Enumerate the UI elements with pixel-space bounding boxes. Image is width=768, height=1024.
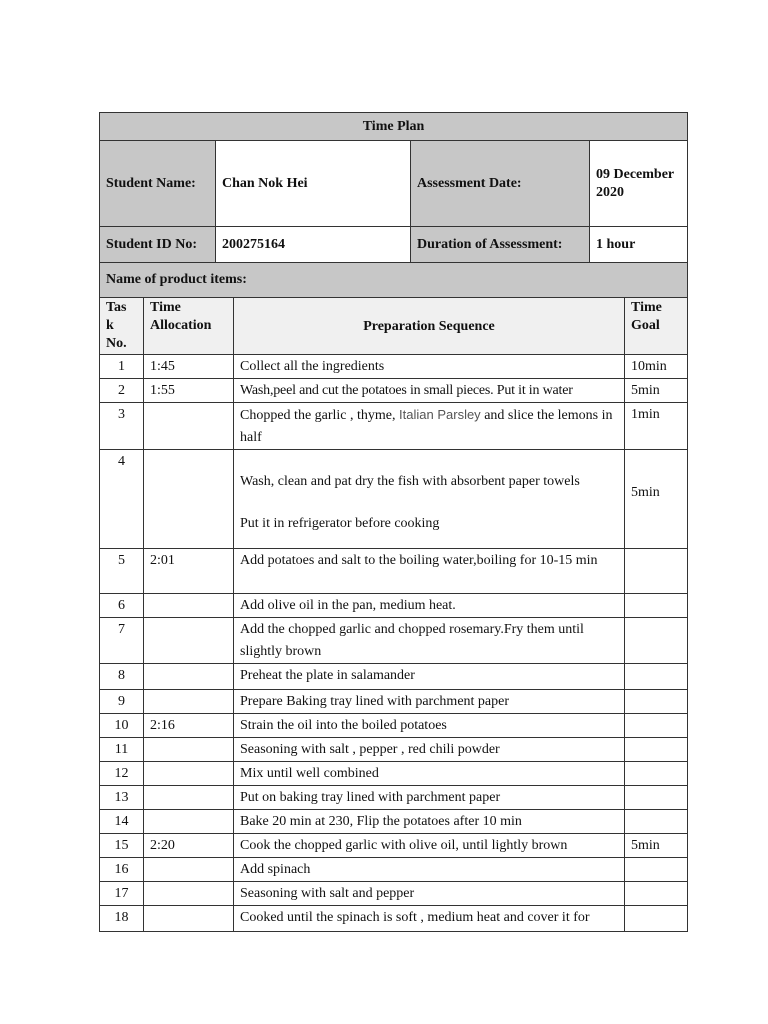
task-time: [144, 906, 234, 932]
table-row: [100, 594, 688, 618]
task-time: [144, 882, 234, 906]
task-goal: 10min: [625, 355, 688, 379]
task-goal: [625, 882, 688, 906]
task-time: [144, 810, 234, 834]
table-row: [100, 906, 688, 932]
task-number: 5: [100, 549, 144, 594]
task-goal: [625, 594, 688, 618]
table-row: [100, 714, 688, 738]
task-goal: [625, 738, 688, 762]
task-time: 2:20: [144, 834, 234, 858]
task-number: 3: [100, 403, 144, 450]
task-time: 1:45: [144, 355, 234, 379]
task-number: 12: [100, 762, 144, 786]
col-time-allocation: Time Allocation: [144, 298, 234, 355]
table-row: [100, 738, 688, 762]
task-number: 16: [100, 858, 144, 882]
task-step: Prepare Baking tray lined with parchment paper: [234, 690, 625, 714]
step-text: Chopped the garlic , thyme,: [240, 408, 400, 423]
table-row: [100, 450, 688, 549]
table-title: Time Plan: [100, 113, 688, 141]
task-goal: [625, 664, 688, 690]
task-number: 9: [100, 690, 144, 714]
student-id-label: Student ID No:: [100, 227, 216, 263]
table-row: [100, 810, 688, 834]
task-goal: [625, 549, 688, 594]
task-time: [144, 618, 234, 664]
task-number: 2: [100, 379, 144, 403]
table-row: [100, 786, 688, 810]
task-time: [144, 738, 234, 762]
task-step: Seasoning with salt , pepper , red chili powder: [234, 738, 625, 762]
step-text: Wash, clean and pat dry the fish with absorbent paper towels: [240, 474, 580, 489]
task-step: [234, 450, 625, 549]
step-text-highlight: Italian Parsley: [399, 407, 481, 422]
duration-value: 1 hour: [590, 227, 688, 263]
tasks-table: [99, 297, 688, 932]
table-row: [100, 618, 688, 664]
table-row: [100, 882, 688, 906]
task-number: 17: [100, 882, 144, 906]
task-step: Seasoning with salt and pepper: [234, 882, 625, 906]
task-step: Put on baking tray lined with parchment paper: [234, 786, 625, 810]
task-step: Strain the oil into the boiled potatoes: [234, 714, 625, 738]
table-row: [100, 690, 688, 714]
header-table: [99, 112, 688, 298]
col-preparation-sequence: Preparation Sequence: [234, 298, 625, 355]
task-number: 1: [100, 355, 144, 379]
task-number: 13: [100, 786, 144, 810]
task-number: 6: [100, 594, 144, 618]
task-number: 15: [100, 834, 144, 858]
task-goal: [625, 714, 688, 738]
step-text: Put it in refrigerator before cooking: [240, 516, 440, 531]
duration-label: Duration of Assessment:: [411, 227, 590, 263]
table-row: [100, 664, 688, 690]
task-time: [144, 594, 234, 618]
task-time: [144, 786, 234, 810]
task-goal: [625, 786, 688, 810]
task-goal: [625, 762, 688, 786]
step-text: and slice the lemons in half: [240, 408, 613, 445]
product-items-label: Name of product items:: [100, 263, 688, 298]
task-step: Bake 20 min at 230, Flip the potatoes after 10 min: [234, 810, 625, 834]
task-step: Add potatoes and salt to the boiling water,boiling for 10-15 min: [234, 549, 625, 594]
task-number: 7: [100, 618, 144, 664]
task-goal: 5min: [625, 834, 688, 858]
task-number: 18: [100, 906, 144, 932]
task-goal: 5min: [625, 379, 688, 403]
task-time: [144, 403, 234, 450]
task-time: [144, 450, 234, 549]
task-step: Mix until well combined: [234, 762, 625, 786]
table-row: [100, 834, 688, 858]
task-step: Add olive oil in the pan, medium heat.: [234, 594, 625, 618]
step-line: [240, 513, 618, 535]
task-goal: [625, 858, 688, 882]
student-name-value: Chan Nok Hei: [216, 141, 411, 227]
task-number: 4: [100, 450, 144, 549]
task-time: [144, 690, 234, 714]
table-row: [100, 858, 688, 882]
task-step: Cooked until the spinach is soft , medium heat and cover it for: [234, 906, 625, 932]
task-step: Add spinach: [234, 858, 625, 882]
student-name-label: Student Name:: [100, 141, 216, 227]
table-row: [100, 403, 688, 450]
step-line: [240, 451, 618, 513]
table-row: [100, 762, 688, 786]
task-time: [144, 762, 234, 786]
task-number: 8: [100, 664, 144, 690]
task-step: Preheat the plate in salamander: [234, 664, 625, 690]
column-header-row: [100, 298, 688, 355]
task-number: 10: [100, 714, 144, 738]
task-goal: 5min: [625, 450, 688, 549]
task-time: [144, 664, 234, 690]
task-step: Add the chopped garlic and chopped rosemary.Fry them until slightly brown: [234, 618, 625, 664]
task-number: 14: [100, 810, 144, 834]
col-task-no: Tas k No.: [100, 298, 144, 355]
task-time: 1:55: [144, 379, 234, 403]
assessment-date-value: 09 December 2020: [590, 141, 688, 227]
task-time: 2:16: [144, 714, 234, 738]
assessment-date-label: Assessment Date:: [411, 141, 590, 227]
task-time: 2:01: [144, 549, 234, 594]
task-goal: [625, 906, 688, 932]
task-goal: [625, 810, 688, 834]
task-time: [144, 858, 234, 882]
table-row: [100, 549, 688, 594]
task-goal: 1min: [625, 403, 688, 450]
task-step: Cook the chopped garlic with olive oil, until lightly brown: [234, 834, 625, 858]
task-step: [234, 403, 625, 450]
student-id-value: 200275164: [216, 227, 411, 263]
col-time-goal: Time Goal: [625, 298, 688, 355]
task-goal: [625, 690, 688, 714]
task-step: Wash,peel and cut the potatoes in small pieces. Put it in water: [234, 379, 625, 403]
task-step: Collect all the ingredients: [234, 355, 625, 379]
table-row: [100, 379, 688, 403]
task-goal: [625, 618, 688, 664]
table-row: [100, 355, 688, 379]
task-number: 11: [100, 738, 144, 762]
